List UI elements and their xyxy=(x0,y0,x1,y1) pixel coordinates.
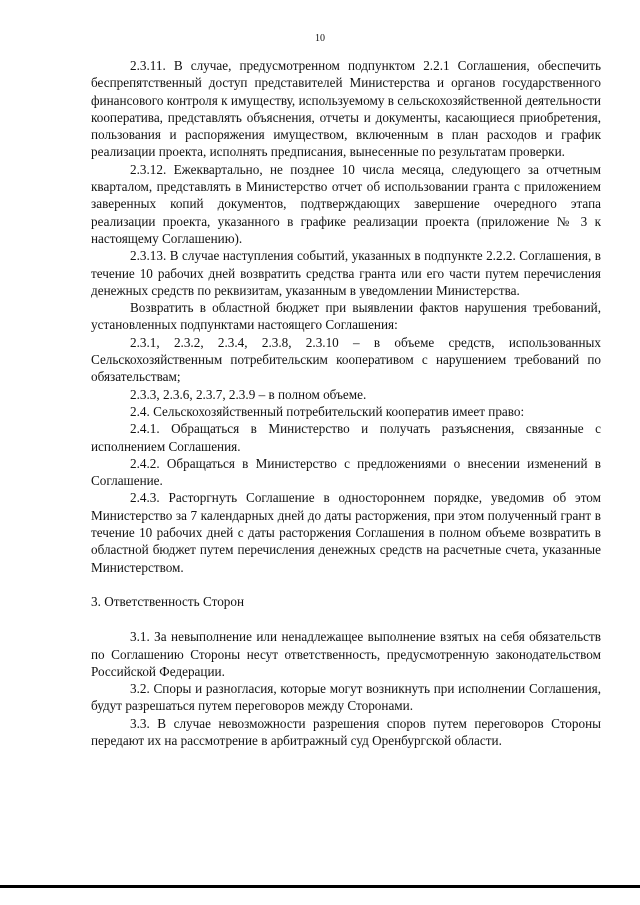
paragraph-3-3: 3.3. В случае невозможности разрешения споров путем переговоров Стороны передают их на рассмотрение в арбитражный суд Оренбургской области. xyxy=(91,715,601,748)
bottom-rule xyxy=(0,885,640,888)
page-number: 10 xyxy=(315,33,325,44)
paragraph-2-4-2: 2.4.2. Обращаться в Министерство с предложениями о внесении изменений в Соглашение. xyxy=(91,455,601,489)
paragraph-2-4-1: 2.4.1. Обращаться в Министерство и получать разъяснения, связанные с исполнением Соглашения. xyxy=(91,421,601,454)
paragraph-2-4: 2.4. Сельскохозяйственный потребительский кооператив имеет право: xyxy=(130,403,525,419)
paragraph-2-3-13: 2.3.13. В случае наступления событий, указанных в подпункте 2.2.2. Соглашения, в течение 10 рабочих дней возвратить средства гранта или его части путем перечисления денежных средств по реквизитам, указанным в уведомлении Министерства. xyxy=(91,248,601,298)
paragraph-2-3-12: 2.3.12. Ежеквартально, не позднее 10 числа месяца, следующего за отчетным кварталом, представлять в Министерство отчет об использовании гранта с приложением заверенных копий документов, подтверждающих завершение очередного этапа реализации проекта, указанного в графике реализации проекта (приложение № 3 к настоящему Соглашению). xyxy=(91,161,601,246)
section-heading: 3. Ответственность Сторон xyxy=(91,593,245,609)
paragraph-return-budget: Возвратить в областной бюджет при выявлении фактов нарушения требований, установленных подпунктами настоящего Соглашения: xyxy=(91,300,601,333)
paragraph-full-return: 2.3.3, 2.3.6, 2.3.7, 2.3.9 – в полном объеме. xyxy=(130,386,367,402)
paragraph-3-2: 3.2. Споры и разногласия, которые могут возникнуть при исполнении Соглашения, будут разрешаться путем переговоров между Сторонами. xyxy=(91,681,601,714)
paragraph-2-4-3: 2.4.3. Расторгнуть Соглашение в одностороннем порядке, уведомив об этом Министерство за 7 календарных дней до даты расторжения, при этом полученный грант в течение 10 рабочих дней с даты расторжения Соглашения в полном объеме возвратить в областной бюджет путем перечисления денежных средств на расчетные счета, указанные Министерством. xyxy=(91,490,601,575)
paragraph-3-1: 3.1. За невыполнение или ненадлежащее выполнение взятых на себя обязательств по Соглашению Стороны несут ответственность, предусмотренную законодательством Российской Федерации. xyxy=(91,629,601,679)
paragraph-2-3-11: 2.3.11. В случае, предусмотренном подпунктом 2.2.1 Соглашения, обеспечить беспрепятственный доступ представителей Министерства и органов государственного финансового контроля к имуществу, используемому в сельскохозяйственной деятельности кооператива, представлять объяснения, отчеты и документы, касающиеся приобретения, пользования и распоряжения имуществом, включенным в план расходов и график реализации проекта, исполнять предписания, вынесенные по результатам проверки. xyxy=(91,58,601,160)
paragraph-partial-return: 2.3.1, 2.3.2, 2.3.4, 2.3.8, 2.3.10 – в объеме средств, использованных Сельскохозяйственным потребительским кооперативом с нарушением требований по обязательствам; xyxy=(91,334,601,385)
document-body xyxy=(91,57,601,749)
